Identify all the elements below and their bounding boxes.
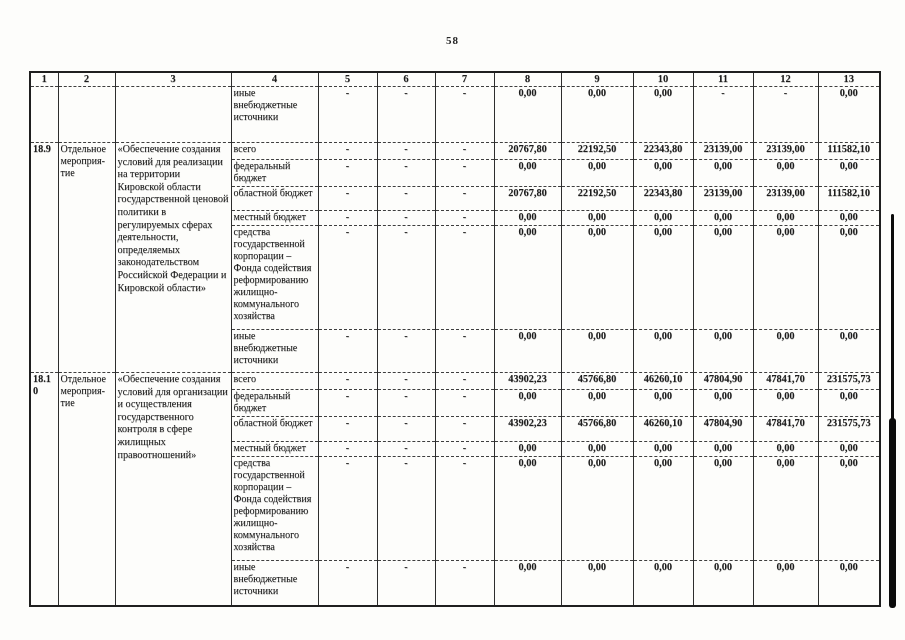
value-cell: -: [377, 373, 435, 390]
value-cell: 0,00: [753, 442, 818, 457]
value-cell: 0,00: [753, 160, 818, 187]
funding-row: [30, 373, 880, 390]
budget-table: [29, 71, 881, 607]
value-cell: 47841,70: [753, 417, 818, 442]
value-cell: 0,00: [561, 442, 633, 457]
value-cell: 0,00: [494, 160, 561, 187]
value-cell: -: [435, 561, 494, 606]
value-cell: 0,00: [494, 442, 561, 457]
value-cell: 22343,80: [633, 187, 693, 211]
value-cell: -: [435, 373, 494, 390]
empty-cell: [115, 87, 231, 143]
funding-source-cell: федеральный бюджет: [231, 160, 318, 187]
empty-cell: [30, 87, 58, 143]
value-cell: -: [435, 160, 494, 187]
row-number-cell: 18.10: [30, 373, 58, 606]
value-cell: 0,00: [818, 457, 880, 561]
value-cell: 45766,80: [561, 373, 633, 390]
value-cell: 0,00: [818, 442, 880, 457]
value-cell: 0,00: [633, 390, 693, 417]
value-cell: -: [318, 87, 377, 143]
value-cell: 22343,80: [633, 143, 693, 160]
column-header-cell: 13: [818, 72, 880, 87]
value-cell: 47841,70: [753, 373, 818, 390]
value-cell: 0,00: [818, 87, 880, 143]
value-cell: 45766,80: [561, 417, 633, 442]
column-header-cell: 1: [30, 72, 58, 87]
value-cell: -: [377, 390, 435, 417]
scan-artifact-streak: [891, 214, 894, 422]
value-cell: 46260,10: [633, 417, 693, 442]
value-cell: -: [435, 226, 494, 330]
measure-name-cell: «Обеспечение создания условий для реализации на территории Кировской области государственной ценовой политики в регулируемых сферах деятельности, определяемых законодательством Российской Федерации и Кировской области»: [115, 143, 231, 373]
funding-source-cell: областной бюджет: [231, 417, 318, 442]
value-cell: 0,00: [633, 442, 693, 457]
value-cell: -: [318, 442, 377, 457]
value-cell: 0,00: [494, 457, 561, 561]
funding-source-cell: иные внебюджетные источники: [231, 561, 318, 606]
value-cell: 0,00: [561, 561, 633, 606]
value-cell: 0,00: [753, 390, 818, 417]
value-cell: 23139,00: [693, 143, 753, 160]
value-cell: 0,00: [818, 160, 880, 187]
row-number-cell: 18.9: [30, 143, 58, 373]
value-cell: 0,00: [494, 226, 561, 330]
funding-row: [30, 143, 880, 160]
value-cell: 0,00: [753, 330, 818, 373]
value-cell: 0,00: [818, 226, 880, 330]
value-cell: 0,00: [561, 211, 633, 226]
column-header-cell: 2: [58, 72, 115, 87]
value-cell: 20767,80: [494, 187, 561, 211]
value-cell: 0,00: [561, 457, 633, 561]
funding-source-cell: средства государственной корпорации – Фонда содействия реформированию жилищно-коммунального хозяйства: [231, 457, 318, 561]
value-cell: 0,00: [494, 330, 561, 373]
measure-type-cell: Отдельное мероприя-тие: [58, 373, 115, 606]
value-cell: 43902,23: [494, 373, 561, 390]
value-cell: -: [435, 442, 494, 457]
value-cell: -: [693, 87, 753, 143]
empty-cell: [58, 87, 115, 143]
value-cell: 0,00: [693, 561, 753, 606]
value-cell: -: [377, 561, 435, 606]
value-cell: 0,00: [753, 561, 818, 606]
value-cell: -: [435, 417, 494, 442]
funding-source-cell: иные внебюджетные источники: [231, 330, 318, 373]
value-cell: -: [318, 211, 377, 226]
value-cell: -: [377, 457, 435, 561]
value-cell: 0,00: [693, 226, 753, 330]
value-cell: -: [318, 160, 377, 187]
value-cell: -: [377, 187, 435, 211]
value-cell: -: [377, 330, 435, 373]
value-cell: 0,00: [494, 87, 561, 143]
value-cell: 111582,10: [818, 143, 880, 160]
measure-type-cell: Отдельное мероприя-тие: [58, 143, 115, 373]
value-cell: 0,00: [753, 211, 818, 226]
column-header-cell: 9: [561, 72, 633, 87]
column-header-cell: 7: [435, 72, 494, 87]
value-cell: 0,00: [818, 561, 880, 606]
column-header-cell: 5: [318, 72, 377, 87]
value-cell: 0,00: [693, 330, 753, 373]
funding-source-cell: иные внебюджетные источники: [231, 87, 318, 143]
funding-source-cell: всего: [231, 373, 318, 390]
funding-source-cell: средства государственной корпорации – Фонда содействия реформированию жилищно-коммунального хозяйства: [231, 226, 318, 330]
funding-source-cell: местный бюджет: [231, 442, 318, 457]
value-cell: 0,00: [494, 390, 561, 417]
value-cell: -: [318, 373, 377, 390]
page-number: 58: [446, 35, 459, 47]
value-cell: 0,00: [818, 330, 880, 373]
value-cell: 0,00: [633, 330, 693, 373]
value-cell: 0,00: [693, 211, 753, 226]
value-cell: 0,00: [633, 160, 693, 187]
value-cell: 47804,90: [693, 417, 753, 442]
value-cell: 23139,00: [753, 187, 818, 211]
value-cell: 0,00: [633, 87, 693, 143]
value-cell: -: [318, 330, 377, 373]
column-header-cell: 6: [377, 72, 435, 87]
value-cell: 231575,73: [818, 373, 880, 390]
funding-source-cell: федеральный бюджет: [231, 390, 318, 417]
value-cell: -: [753, 87, 818, 143]
value-cell: -: [435, 390, 494, 417]
value-cell: 0,00: [818, 211, 880, 226]
value-cell: -: [318, 187, 377, 211]
value-cell: 0,00: [561, 87, 633, 143]
value-cell: 0,00: [818, 390, 880, 417]
value-cell: 22192,50: [561, 143, 633, 160]
value-cell: -: [435, 187, 494, 211]
value-cell: -: [377, 417, 435, 442]
value-cell: 22192,50: [561, 187, 633, 211]
value-cell: 0,00: [561, 390, 633, 417]
value-cell: -: [435, 457, 494, 561]
value-cell: 0,00: [561, 226, 633, 330]
column-header-cell: 8: [494, 72, 561, 87]
value-cell: -: [435, 211, 494, 226]
carryover-row: [30, 87, 880, 143]
funding-source-cell: всего: [231, 143, 318, 160]
value-cell: 0,00: [633, 226, 693, 330]
value-cell: -: [377, 87, 435, 143]
value-cell: 46260,10: [633, 373, 693, 390]
value-cell: -: [435, 87, 494, 143]
value-cell: 0,00: [561, 330, 633, 373]
value-cell: 43902,23: [494, 417, 561, 442]
value-cell: 20767,80: [494, 143, 561, 160]
value-cell: -: [435, 143, 494, 160]
table-header-row: [30, 72, 880, 87]
value-cell: -: [377, 160, 435, 187]
value-cell: 47804,90: [693, 373, 753, 390]
measure-name-cell: «Обеспечение создания условий для организации и осуществления государственного контроля в сфере жилищных правоотношений»: [115, 373, 231, 606]
value-cell: 0,00: [633, 457, 693, 561]
column-header-cell: 12: [753, 72, 818, 87]
value-cell: -: [377, 143, 435, 160]
value-cell: 0,00: [633, 211, 693, 226]
value-cell: 111582,10: [818, 187, 880, 211]
value-cell: -: [377, 226, 435, 330]
value-cell: 0,00: [494, 211, 561, 226]
value-cell: 0,00: [753, 457, 818, 561]
value-cell: -: [318, 143, 377, 160]
column-header-cell: 3: [115, 72, 231, 87]
value-cell: -: [435, 330, 494, 373]
value-cell: 0,00: [693, 390, 753, 417]
value-cell: -: [318, 390, 377, 417]
value-cell: 0,00: [561, 160, 633, 187]
value-cell: 0,00: [753, 226, 818, 330]
column-header-cell: 10: [633, 72, 693, 87]
column-header-cell: 11: [693, 72, 753, 87]
value-cell: 0,00: [693, 457, 753, 561]
scan-artifact-streak: [889, 418, 896, 608]
value-cell: 0,00: [633, 561, 693, 606]
value-cell: 0,00: [693, 160, 753, 187]
value-cell: -: [377, 211, 435, 226]
value-cell: 0,00: [693, 442, 753, 457]
column-header-cell: 4: [231, 72, 318, 87]
value-cell: -: [318, 417, 377, 442]
value-cell: 231575,73: [818, 417, 880, 442]
funding-source-cell: местный бюджет: [231, 211, 318, 226]
value-cell: -: [318, 226, 377, 330]
value-cell: 23139,00: [693, 187, 753, 211]
value-cell: 0,00: [494, 561, 561, 606]
value-cell: 23139,00: [753, 143, 818, 160]
value-cell: -: [318, 457, 377, 561]
value-cell: -: [318, 561, 377, 606]
funding-source-cell: областной бюджет: [231, 187, 318, 211]
value-cell: -: [377, 442, 435, 457]
